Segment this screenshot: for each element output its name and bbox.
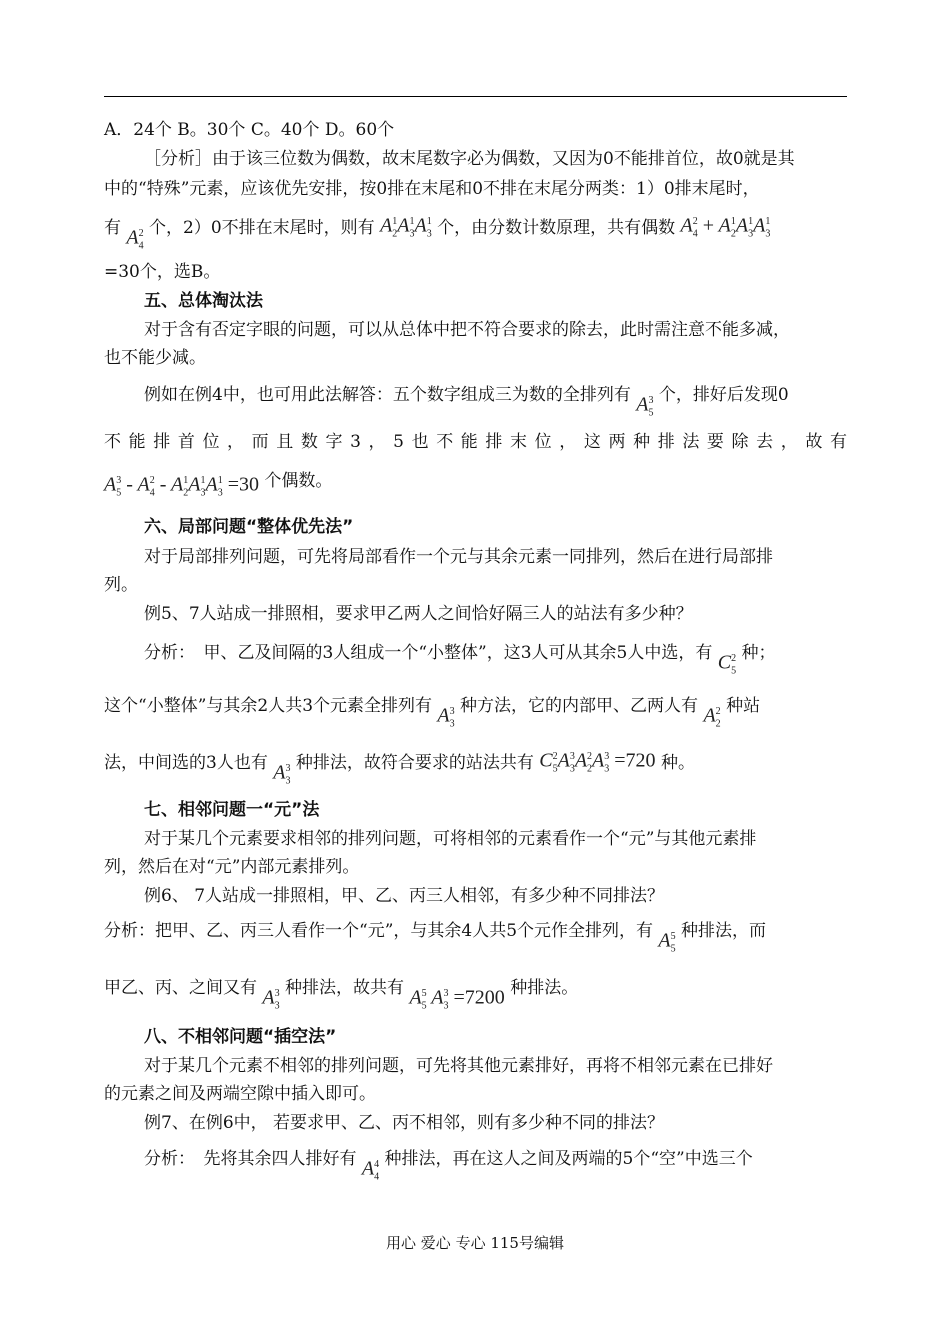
text-segment: 种站 xyxy=(726,695,761,716)
formula-eq30: $A_5^3 - A_4^2 - A_2^1A_3^1A_3^1 =30$ xyxy=(104,473,259,499)
section-5-heading: 五、总体淘汰法 xyxy=(144,291,263,311)
section-7-text-1: 对于某几个元素要求相邻的排列问题，可将相邻的元素看作一个“元”与其他元素排 xyxy=(144,829,757,849)
text-segment: 种。 xyxy=(660,752,695,773)
text-segment: 分析：把甲、乙、丙三人看作一个“元”，与其余4人共5个元作全排列，有 xyxy=(104,920,654,941)
text-segment: 这个“小整体”与其余2人共3个元素全排列有 xyxy=(104,695,433,716)
text-segment: 个偶数。 xyxy=(264,471,333,491)
answer-options: A．24个 B。30个 C。40个 D。60个 xyxy=(104,120,395,140)
formula-a33: $A_3^3$ xyxy=(437,704,455,730)
text-segment: 种排法，故共有 xyxy=(285,977,405,998)
header-rule xyxy=(104,96,847,97)
section-7-text-2: 列，然后在对“元”内部元素排列。 xyxy=(104,857,360,877)
text-segment: 甲乙、丙、之间又有 xyxy=(104,977,257,998)
text-segment: 分析： 甲、乙及间隔的3人组成一个“小整体”，这3人可从其余5人中选，有 xyxy=(144,642,713,663)
text-segment: 种排法，故符合要求的站法共有 xyxy=(295,752,534,773)
example-7: 例7、在例6中， 若要求甲、乙、丙不相邻，则有多少种不同的排法？ xyxy=(144,1113,665,1133)
section-5-text-1: 对于含有否定字眼的问题，可以从总体中把不符合要求的除去，此时需注意不能多减， xyxy=(144,320,790,340)
formula-a53: $A_5^3$ xyxy=(636,393,654,419)
formula-a22: $A_2^2$ xyxy=(703,704,721,730)
example-6-analysis-2 xyxy=(104,970,847,1012)
section-5-example xyxy=(144,377,847,419)
example-6-analysis-1 xyxy=(104,913,847,955)
example-5-analysis-3 xyxy=(104,745,847,787)
section-8-heading: 八、不相邻问题“插空法” xyxy=(144,1027,337,1047)
example-5-analysis-2 xyxy=(104,688,847,730)
formula-a55: $A_5^5$ xyxy=(658,929,676,955)
formula-a42: $A_4^2$ xyxy=(126,226,144,252)
text-segment: 有 xyxy=(104,217,121,238)
formula-a33-c: $A_3^3$ xyxy=(262,986,280,1012)
text-segment: 种排法，再在这人之间及两端的5个“空”中选三个 xyxy=(384,1148,753,1169)
analysis-conclusion: =30个，选B。 xyxy=(104,262,221,282)
page-footer: 用心 爱心 专心 115号编辑 xyxy=(386,1234,564,1252)
formula-eq7200: $A_5^5$ $A_3^3 =7200$ xyxy=(409,986,505,1012)
section-7-heading: 七、相邻问题一“元”法 xyxy=(144,800,320,820)
section-6-heading: 六、局部问题“整体优先法” xyxy=(144,517,354,537)
formula-a44: $A_4^4$ xyxy=(361,1157,380,1183)
formula-eq720: $C_5^2A_3^3A_2^2A_3^3 =720$ xyxy=(539,749,656,775)
text-segment: 分析： 先将其余四人排好有 xyxy=(144,1148,357,1169)
analysis-line-3 xyxy=(104,210,847,252)
formula-total-even: $A_4^2 + A_2^1A_3^1A_3^1$ xyxy=(680,214,771,240)
text-segment: 个，2）0不排在末尾时，则有 xyxy=(149,217,375,238)
section-5-example-2: 不能排首位，而且数字3，5也不能排末位，这两种排法要除去，故有 xyxy=(104,432,847,452)
example-7-analysis xyxy=(144,1141,847,1183)
text-segment: 种排法，而 xyxy=(681,920,767,941)
text-segment: 种方法，它的内部甲、乙两人有 xyxy=(460,695,699,716)
analysis-line-2: 中的“特殊”元素，应该优先安排，按0排在末尾和0不排在末尾分两类：1）0排末尾时， xyxy=(104,179,760,199)
section-5-example-3 xyxy=(104,469,847,506)
section-8-text-1: 对于某几个元素不相邻的排列问题，可先将其他元素排好，再将不相邻元素在已排好 xyxy=(144,1056,773,1076)
text-segment: 个，由分数计数原理，共有偶数 xyxy=(437,217,676,238)
example-5-analysis-1 xyxy=(144,635,847,677)
text-segment: 种排法。 xyxy=(510,977,579,998)
text-segment: 种； xyxy=(741,642,776,663)
example-5: 例5、7人站成一排照相，要求甲乙两人之间恰好隔三人的站法有多少种？ xyxy=(144,604,693,624)
analysis-line-1: ［分析］由于该三位数为偶数，故末尾数字必为偶数，又因为0不能排首位，故0就是其 xyxy=(144,149,795,169)
text-segment: 法，中间选的3人也有 xyxy=(104,752,268,773)
section-5-text-2: 也不能少减。 xyxy=(104,348,206,368)
text-segment: 例如在例4中，也可用此法解答：五个数字组成三为数的全排列有 xyxy=(144,384,631,405)
section-6-text-1: 对于局部排列问题，可先将局部看作一个元与其余元素一同排列，然后在进行局部排 xyxy=(144,547,773,567)
formula-a21a31a31: $A_2^1A_3^1A_3^1$ xyxy=(380,214,432,240)
formula-c52: $C_5^2$ xyxy=(717,651,737,677)
formula-a33-b: $A_3^3$ xyxy=(273,761,291,787)
text-segment: 个，排好后发现0 xyxy=(658,384,789,405)
section-8-text-2: 的元素之间及两端空隙中插入即可。 xyxy=(104,1084,376,1104)
example-6: 例6、 7人站成一排照相，甲、乙、丙三人相邻，有多少种不同排法？ xyxy=(144,886,665,906)
section-6-text-2: 列。 xyxy=(104,575,138,595)
